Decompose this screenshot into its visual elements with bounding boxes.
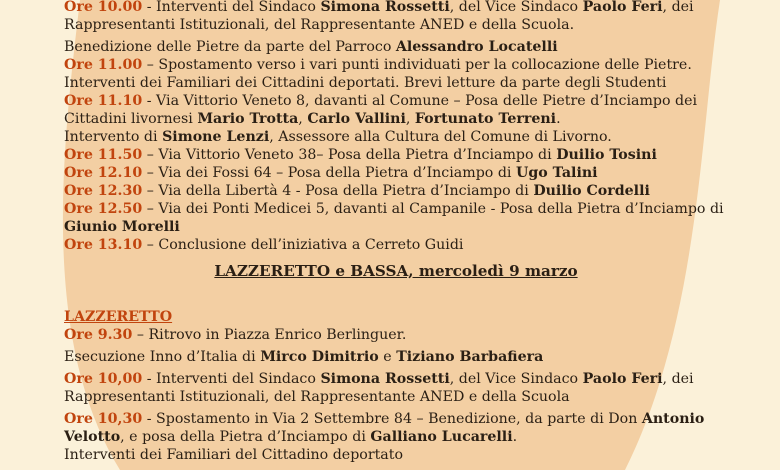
person-name: Ugo Talini — [515, 165, 598, 181]
person-name: Tiziano Barbafiera — [396, 349, 544, 365]
program-line — [64, 38, 764, 56]
line-text: , del Vice Sindaco — [449, 371, 583, 387]
time-label: Ore 11.00 — [64, 57, 143, 73]
person-name: Paolo Feri — [582, 371, 663, 387]
line-text: Rappresentanti Istituzionali, del Rappresentante ANED e della Scuola. — [64, 17, 575, 33]
line-text: Interventi dei Familiari dei Cittadini deportati. Brevi letture da parte degli Studenti — [64, 75, 667, 91]
time-label: Ore 10,00 — [64, 371, 143, 387]
program-line — [64, 146, 764, 164]
subsection-title — [64, 308, 764, 326]
program-line — [64, 56, 764, 74]
person-name: Alessandro Locatelli — [395, 39, 558, 55]
line-text: Interventi dei Familiari del Cittadino deportato — [64, 447, 404, 463]
section-title: LAZZERETTO e BASSA, mercoledì 9 marzo — [214, 262, 578, 280]
person-name: Galliano Lucarelli — [370, 429, 513, 445]
line-text: – Via Vittorio Veneto 38– Posa della Pietra d’Inciampo di — [142, 147, 557, 163]
time-label: Ore 12.30 — [64, 183, 143, 199]
line-text: e — [378, 349, 397, 365]
document-body — [64, 0, 764, 464]
program-line — [64, 370, 764, 388]
program-line — [64, 92, 764, 110]
line-text: , del Vice Sindaco — [449, 0, 583, 15]
line-text: , — [405, 111, 415, 127]
program-line — [64, 388, 764, 406]
program-line — [64, 428, 764, 446]
person-name: Giunio Morelli — [64, 219, 180, 235]
line-text: - Interventi del Sindaco — [142, 0, 321, 15]
person-name: Paolo Feri — [582, 0, 663, 15]
line-text: . — [556, 111, 561, 127]
line-text: , — [298, 111, 308, 127]
person-name: Carlo Vallini — [307, 111, 406, 127]
line-text: – Via dei Ponti Medicei 5, davanti al Campanile - Posa della Pietra d’Inciampo di — [142, 201, 724, 217]
person-name: Duilio Cordelli — [533, 183, 650, 199]
line-text: – Ritrovo in Piazza Enrico Berlinguer. — [132, 327, 407, 343]
subsection-label: LAZZERETTO — [64, 309, 173, 325]
person-name: Simona Rossetti — [320, 0, 450, 15]
program-line — [64, 182, 764, 200]
line-text: - Spostamento in Via 2 Settembre 84 – Benedizione, da parte di Don — [142, 411, 642, 427]
line-text: – Via della Libertà 4 - Posa della Pietra d’Inciampo di — [142, 183, 534, 199]
time-label: Ore 9.30 — [64, 327, 133, 343]
program-line — [64, 348, 764, 366]
line-text: , dei — [662, 0, 694, 15]
line-text: – Conclusione dell’iniziativa a Cerreto Guidi — [142, 237, 464, 253]
person-name: Mario Trotta — [197, 111, 299, 127]
line-text: Rappresentanti Istituzionali, del Rappresentante ANED e della Scuola — [64, 389, 570, 405]
program-line — [64, 128, 764, 146]
line-text: , e posa della Pietra d’Inciampo di — [120, 429, 371, 445]
person-name: Duilio Tosini — [556, 147, 657, 163]
person-name: Simone Lenzi — [162, 129, 270, 145]
person-name: Simona Rossetti — [320, 371, 450, 387]
time-label: Ore 11.10 — [64, 93, 143, 109]
time-label: Ore 12.50 — [64, 201, 143, 217]
line-text: – Via dei Fossi 64 – Posa della Pietra d’Inciampo di — [142, 165, 516, 181]
line-text: Esecuzione Inno d’Italia di — [64, 349, 261, 365]
line-text: Cittadini livornesi — [64, 111, 198, 127]
line-text: . — [512, 429, 518, 445]
program-line — [64, 218, 764, 236]
time-label: Ore 10,30 — [64, 411, 143, 427]
line-text: Benedizione delle Pietre da parte del Parroco — [64, 39, 396, 55]
line-text: , Assessore alla Cultura del Comune di Livorno. — [269, 129, 612, 145]
program-line — [64, 410, 764, 428]
person-name: Antonio — [641, 411, 705, 427]
time-label: Ore 10.00 — [64, 0, 143, 15]
program-line — [64, 200, 764, 218]
program-line — [64, 0, 764, 16]
person-name: Fortunato Terreni — [414, 111, 557, 127]
person-name: Velotto — [64, 429, 121, 445]
program-line — [64, 164, 764, 182]
line-text: - Interventi del Sindaco — [142, 371, 321, 387]
program-line — [64, 74, 764, 92]
program-line — [64, 446, 764, 464]
time-label: Ore 13.10 — [64, 237, 143, 253]
line-text: Intervento di — [64, 129, 163, 145]
line-text: , dei — [662, 371, 694, 387]
line-text: – Spostamento verso i vari punti individuati per la collocazione delle Pietre. — [142, 57, 692, 73]
program-line — [64, 110, 764, 128]
person-name: Mirco Dimitrio — [260, 349, 379, 365]
program-line — [64, 16, 764, 34]
program-line — [64, 236, 764, 254]
time-label: Ore 12.10 — [64, 165, 143, 181]
line-text: - Via Vittorio Veneto 8, davanti al Comune – Posa delle Pietre d’Inciampo dei — [142, 93, 698, 109]
program-line — [64, 326, 764, 344]
time-label: Ore 11.50 — [64, 147, 143, 163]
